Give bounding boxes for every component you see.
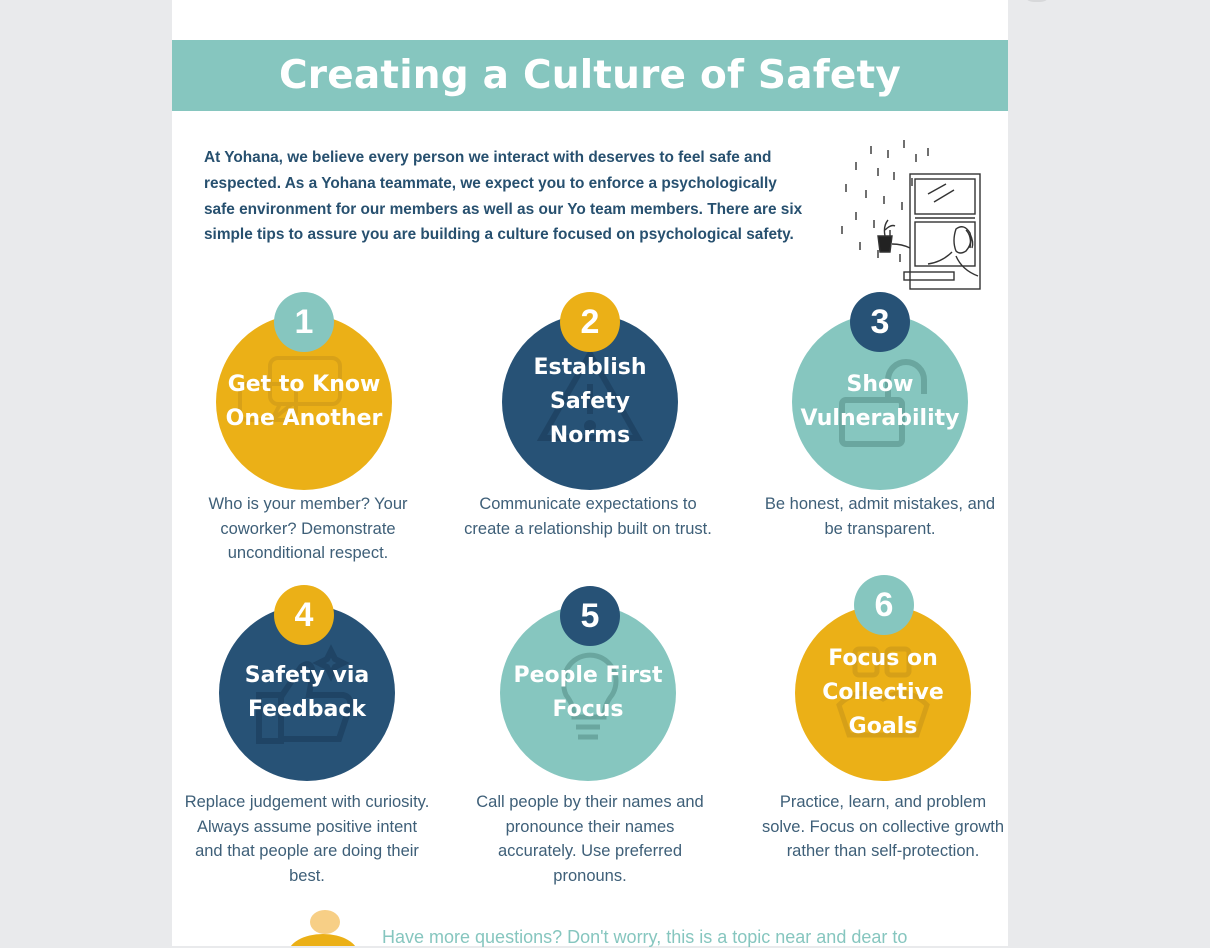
tip-2-title: Establish Safety Norms <box>533 355 647 448</box>
tip-3-number-badge: 3 <box>850 292 910 352</box>
footer-question-text: Have more questions? Don't worry, this is a topic near and dear to <box>382 927 908 947</box>
scrollbar-thumb[interactable] <box>1022 0 1052 2</box>
person-at-window-illustration <box>816 134 986 294</box>
tip-2-description: Communicate expectations to create a relationship built on trust. <box>464 495 712 538</box>
tip-4-title: Safety via Feedback <box>244 663 370 722</box>
tip-1-description: Who is your member? Your coworker? Demonstrate unconditional respect. <box>208 495 408 562</box>
tip-4-description: Replace judgement with curiosity. Always assume positive intent and that people are doing their best. <box>184 793 430 885</box>
tip-5-title: People First Focus <box>513 663 663 722</box>
tip-3-title: Show Vulnerability <box>800 372 960 431</box>
tip-5-number-badge: 5 <box>560 586 620 646</box>
tip-6-number-badge: 6 <box>854 575 914 635</box>
tip-2-number-badge: 2 <box>560 292 620 352</box>
tip-1-number-badge: 1 <box>274 292 334 352</box>
page-title: Creating a Culture of Safety <box>278 53 902 98</box>
tip-3-description: Be honest, admit mistakes, and be transparent. <box>764 495 996 538</box>
tip-1-title: Get to Know One Another <box>225 372 383 431</box>
tip-5-description: Call people by their names and pronounce their names accurately. Use preferred pronouns. <box>476 793 704 885</box>
document-page <box>172 0 1008 946</box>
footer-avatar-body <box>288 934 358 946</box>
intro-paragraph: At Yohana, we believe every person we interact with deserves to feel safe and respected. As a Yohana teammate, we expect you to enforce a psychologically safe environment for our members as well as our Yo team members. There are six simple tips to assure you are building a culture focused on psychological safety. <box>204 149 803 244</box>
footer-avatar-illustration <box>310 910 340 934</box>
tip-6-description: Practice, learn, and problem solve. Focus on collective growth rather than self-protection. <box>761 793 1005 860</box>
tip-6-title: Focus on Collective Goals <box>822 646 944 739</box>
title-banner <box>172 40 1008 111</box>
tip-4-number-badge: 4 <box>274 585 334 645</box>
